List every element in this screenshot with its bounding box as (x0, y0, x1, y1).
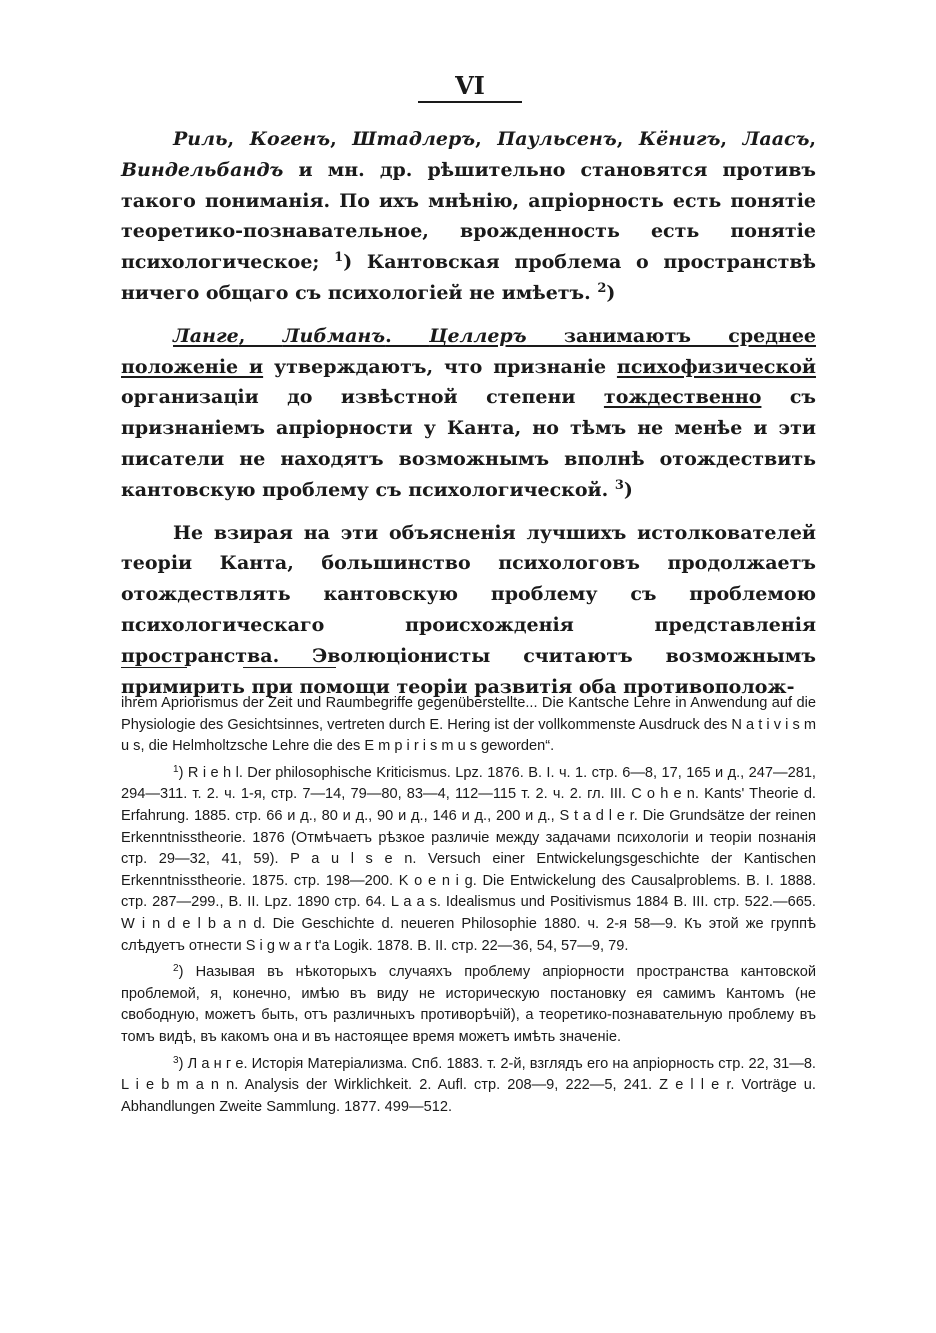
text-run: , (238, 324, 283, 347)
author-cohen: Когенъ (249, 128, 331, 150)
spaced-author: W i n d e l b a n d (121, 915, 262, 932)
author-zeller: Целлеръ (429, 324, 527, 347)
text-run: организаціи до извѣстной степени (121, 386, 604, 409)
text-run: . Idealismus und Positivismus 1884 B. III. стр. 522.—665. (436, 894, 816, 911)
spaced-term: E m p i r i s m u s (364, 738, 478, 755)
page-number-rule (418, 101, 522, 103)
footnote-2 (121, 962, 816, 1048)
text-run: ) Кантовская проблема о пространствѣ ничего общаго съ психологіей не имѣетъ. (121, 251, 816, 304)
spaced-author: P a u l s e n (290, 851, 413, 868)
footnotes (121, 693, 816, 1123)
text-run: ) (178, 1055, 188, 1072)
footnote-3 (121, 1054, 816, 1119)
text-run: . Die Entwickelung des Causalproblems. B. I. 1888. стр. 287—299., B. II. Lpz. 1890 стр. 64. (121, 872, 816, 911)
text-run: съ признаніемъ апріорности у Канта, но тѣмъ не менѣе и эти писатели не находятъ возможнымъ вполнѣ отождествить кантовскую проблему съ психологической. (121, 386, 816, 501)
footnote-continuation (121, 693, 816, 758)
paragraph-2 (121, 321, 816, 506)
paragraph-1 (121, 124, 816, 309)
text-run: ) (606, 281, 616, 304)
spaced-author: R i e h l (187, 764, 239, 781)
text-run: , die Helmholtzsche Lehre die des (140, 738, 365, 755)
footnote-ref-3: 3 (614, 477, 624, 493)
author-windelband: Виндельбандъ (121, 158, 284, 181)
text-run: , (809, 128, 817, 150)
text-run: . Analysis der Wirklichkeit. 2. Aufl. стр. 208—9, 222—5, 241. (234, 1077, 660, 1094)
footnote-mark: 3 (173, 1054, 179, 1066)
footnote-mark: 2 (173, 963, 179, 975)
page-number: VI (455, 71, 485, 100)
separator-segment (121, 667, 187, 668)
text-run: ihrem Apriorismus der Zeit und Raumbegriffe gegenüberstellte... Die Kantsche Lehre in Anwendung auf die Physiologie des Gesichtsinnes, vertreten durch E. Hering ist der vollkommenste Ausdruck des (121, 695, 816, 733)
spaced-author: L a a s (390, 894, 437, 911)
author-laas: Лаасъ (742, 128, 810, 150)
text-run: . Die Grundsätze der reinen Erkenntnisstheorie. 1876 (Отмѣчаетъ рѣзкое различіе между задачами психологіи и теоріи познанія стр. 29—32, 41, 59). (121, 807, 816, 868)
underlined-word-identical: тождественно (603, 386, 762, 409)
author-koenig: Кёнигъ (638, 128, 721, 150)
text-run: . Kants' Theorie d. Erfahrung. 1885. стр. 66 и д., 80 и д., 90 и д., 146 и д., 200 и д., (121, 786, 816, 824)
text-run: . Versuch einer Entwickelungsgeschichte der Kantischen Erkenntnisstheorie. 1875. стр. 198—200. (121, 851, 816, 889)
spaced-author: L i e b m a n n (121, 1077, 235, 1094)
spaced-author: C o h e n (631, 786, 695, 803)
text-run: . Der philosophische Kriticismus. Lpz. 1876. B. I. ч. 1. стр. 6—8, 17, 165 и д., 247—281, 294—311. т. 2. ч. 1-я, стр. 7—14, 79—80, 83—4, 112—115 т. 2. ч. 2. гл. III. (121, 764, 816, 803)
footnote-1 (121, 763, 816, 957)
paragraph-3: Не взирая на эти объясненія лучшихъ истолкователей теоріи Канта, большинство психологовъ продолжаетъ отождествлять кантовскую проблему съ проблемою психологическаго происхожденія представленія пространства. Эволюціонисты считаютъ возможнымъ примирить при помощи теоріи развитія оба противополож- (121, 521, 816, 698)
text-run: . Vorträge u. Abhandlungen Zweite Sammlung. 1877. 499—512. (121, 1077, 816, 1115)
author-lange: Ланге (173, 324, 239, 347)
spaced-author: S i g w a r t (245, 937, 319, 954)
underlined-word-psychophysical: психофизической (616, 355, 816, 378)
text-run: ) Называя въ нѣкоторыхъ случаяхъ проблему апріорности пространства кантовской проблемой, я, конечно, имѣю въ виду не историческую постановку ея самимъ Кантомъ (не свободную, можетъ быть, отъ различныхъ противорѣчій), а теоретико-познавательную проблему въ томъ видѣ, въ какомъ она и въ настоящее время можетъ имѣть значеніе. (121, 964, 816, 1045)
text-run: , (720, 128, 743, 150)
text-run: утверждаютъ, что признаніе (263, 355, 617, 378)
text-run: ) (623, 478, 633, 501)
spaced-author: S t a d l e r (559, 807, 634, 824)
footnote-mark: 1 (173, 763, 179, 775)
text-run: , (475, 128, 498, 150)
text-run: , (330, 128, 353, 150)
footnote-ref-2: 2 (597, 280, 607, 296)
text-run: geworden“. (477, 738, 555, 755)
text-run: , (616, 128, 639, 150)
spaced-term: N a t i v i s m u s (121, 716, 817, 755)
spaced-author: Л а н г е (187, 1055, 244, 1072)
text-run: 'a Logik. 1878. B. II. стр. 22—36, 54, 57—9, 79. (318, 937, 629, 954)
text-run: . Исторія Матеріализма. Спб. 1883. т. 2-й, взглядъ его на апріорность стр. 22, 31—8. (243, 1055, 816, 1072)
spaced-author: Z e l l e r (659, 1077, 731, 1094)
main-text (121, 124, 816, 714)
spaced-author: K o e n i g (398, 872, 473, 889)
text-run: занимаютъ среднее положеніе и (121, 324, 816, 378)
footnote-ref-1: 1 (334, 250, 344, 266)
text-run: ) (178, 764, 188, 781)
text-run: . (385, 324, 430, 347)
author-riehl: Риль (173, 128, 228, 150)
text-run: , (227, 128, 250, 150)
author-paulsen: Паульсенъ (497, 128, 617, 150)
separator-segment (243, 667, 336, 668)
author-liebmann: Либманъ (282, 324, 386, 347)
text-run: . Die Geschichte d. neueren Philosophie 1880. ч. 2-я 58—9. Къ этой же группѣ слѣдуетъ отнести (121, 915, 816, 954)
footnote-separator (121, 667, 336, 677)
author-stadler: Штадлеръ (352, 128, 476, 150)
text-run: и мн. др. рѣшительно становятся противъ такого пониманія. По ихъ мнѣнію, апріорность есть понятіе теоретико-познавательное, врожденность есть понятіе психологическое; (121, 158, 816, 274)
